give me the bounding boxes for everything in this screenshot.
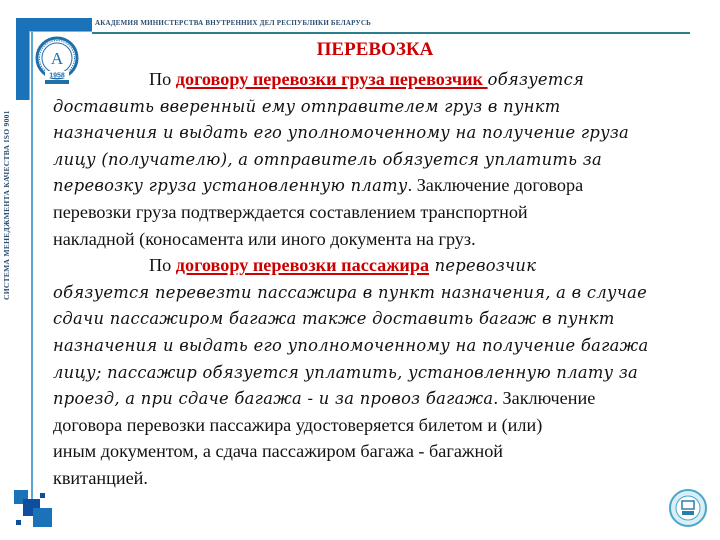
text-segment: перевозку груза установленную плату: [53, 176, 408, 196]
text-segment: лицу (получателю), а отправитель обязуется уплатить за: [53, 149, 602, 169]
text-segment: обязуется: [487, 70, 585, 89]
text-line: [53, 172, 703, 199]
slide-body: [53, 66, 703, 492]
paragraph-passenger: [53, 252, 703, 491]
left-divider: [31, 32, 33, 500]
text-segment: По: [149, 69, 176, 89]
text-line: [53, 305, 703, 332]
text-line: [53, 199, 703, 226]
text-segment: перевозчик: [429, 256, 537, 276]
slide-title: ПЕРЕВОЗКА: [316, 39, 434, 60]
text-line: [53, 279, 703, 306]
highlighted-term: договору перевозки груза перевозчик: [175, 69, 488, 89]
text-line: [53, 146, 703, 173]
text-segment: . Заключение: [493, 388, 596, 409]
frame-inner-line-h: [29, 31, 92, 32]
vertical-caption: СИСТЕМА МЕНЕДЖМЕНТА КАЧЕСТВА ISO 9001: [2, 110, 11, 300]
text-line: [53, 465, 703, 492]
text-segment: договора перевозки пассажира удостоверяется билетом и (или): [53, 414, 543, 435]
text-segment: сдачи пассажиром багажа также доставить багаж в пункт: [53, 309, 615, 329]
text-segment: накладной (коносамента или иного документа на груз.: [53, 228, 476, 249]
text-segment: назначения и выдать его уполномоченному на получение багажа: [53, 335, 649, 355]
decorative-squares-icon: [0, 480, 70, 540]
svg-text:1958: 1958: [49, 72, 65, 80]
text-line: [53, 385, 703, 412]
text-segment: проезд, а при сдаче багажа - и за провоз багажа: [53, 389, 494, 409]
text-segment: назначения и выдать его уполномоченному на получение груза: [53, 123, 630, 143]
header-caption: АКАДЕМИЯ МИНИСТЕРСТВА ВНУТРЕННИХ ДЕЛ РЕСПУБЛИКИ БЕЛАРУСЬ: [95, 19, 371, 27]
text-line: [53, 412, 703, 439]
text-line: [53, 332, 703, 359]
text-line: [53, 93, 703, 120]
text-segment: лицу; пассажир обязуется уплатить, установленную плату за: [53, 362, 639, 382]
text-line: [53, 359, 703, 386]
text-line: [53, 226, 703, 253]
text-line: [53, 252, 703, 279]
text-segment: иным документом, а сдача пассажиром багажа - багажной: [53, 441, 504, 462]
seal-icon: [667, 487, 709, 529]
text-line: [53, 438, 703, 465]
text-segment: обязуется перевезти пассажира в пункт назначения, а в случае: [53, 282, 648, 302]
text-line: [53, 119, 703, 146]
paragraph-cargo: [53, 66, 703, 252]
svg-text:А: А: [50, 49, 64, 68]
text-segment: . Заключение договора: [407, 175, 584, 196]
text-segment: доставить вверенный ему отправителем груз в пункт: [53, 96, 561, 116]
text-segment: перевозки груза подтверждается составлением транспортной: [53, 201, 528, 222]
text-segment: По: [149, 255, 176, 276]
text-line: [53, 66, 703, 93]
header-divider: [92, 32, 690, 34]
text-segment: квитанцией.: [53, 467, 148, 488]
highlighted-term: договору перевозки пассажира: [175, 255, 430, 276]
